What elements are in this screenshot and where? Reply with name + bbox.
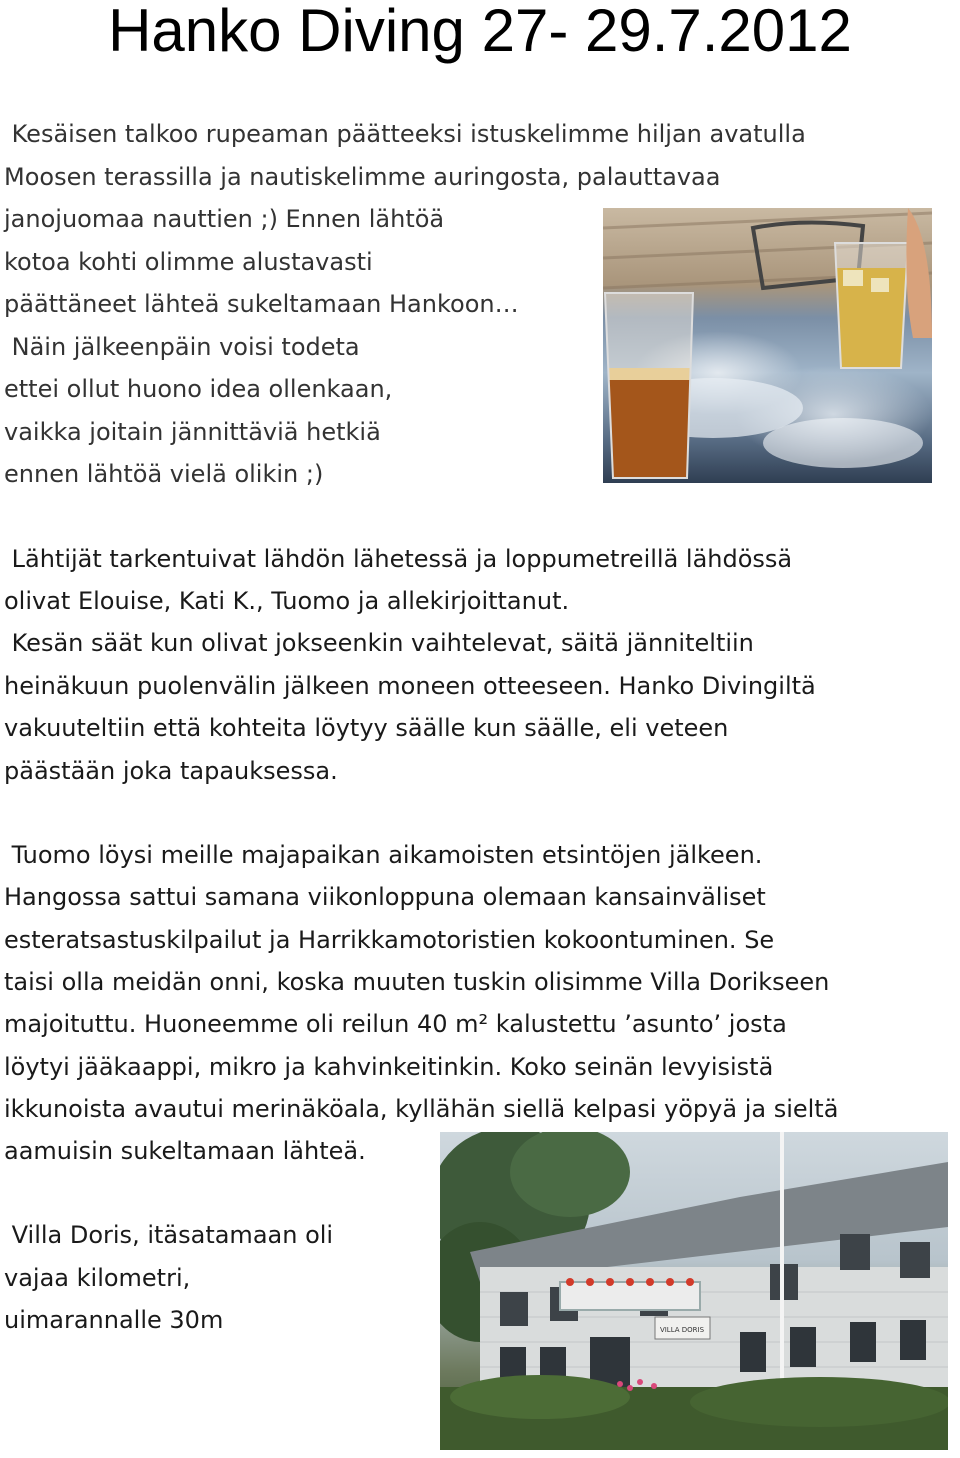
villa-sign-text: VILLA DORIS xyxy=(659,1326,705,1334)
page-title: Hanko Diving 27- 29.7.2012 xyxy=(108,0,852,64)
text-line: Moosen terassilla ja nautiskelimme auringosta, palauttavaa xyxy=(4,163,721,191)
text-line: Näin jälkeenpäin voisi todeta xyxy=(4,333,360,361)
text-line: ettei ollut huono idea ollenkaan, xyxy=(4,375,393,403)
drinks-photo xyxy=(603,208,932,483)
text-line: ennen lähtöä vielä olikin ;) xyxy=(4,460,324,488)
text-line: Kesän säät kun olivat jokseenkin vaihtelevat, säitä jänniteltiin xyxy=(4,629,754,657)
text-line: vakuuteltiin että kohteita löytyy säälle kun säälle, eli veteen xyxy=(4,714,729,742)
text-line: ikkunoista avautui merinäköala, kyllähän siellä kelpasi yöpyä ja sieltä xyxy=(4,1095,839,1123)
text-line: majoituttu. Huoneemme oli reilun 40 m² kalustettu ’asunto’ josta xyxy=(4,1010,787,1038)
text-line: Hangossa sattui samana viikonloppuna olemaan kansainväliset xyxy=(4,883,766,911)
text-line: löytyi jääkaappi, mikro ja kahvinkeitinkin. Koko seinän levyisistä xyxy=(4,1053,774,1081)
text-line: esteratsastuskilpailut ja Harrikkamotoristien kokoontuminen. Se xyxy=(4,926,775,954)
text-line: Tuomo löysi meille majapaikan aikamoisten etsintöjen jälkeen. xyxy=(4,841,763,869)
text-line: aamuisin sukeltamaan lähteä. xyxy=(4,1137,366,1165)
text-line: taisi olla meidän onni, koska muuten tuskin olisimme Villa Dorikseen xyxy=(4,968,830,996)
text-line: vajaa kilometri, xyxy=(4,1264,191,1292)
villa-doris-photo xyxy=(440,1132,948,1450)
text-line: heinäkuun puolenvälin jälkeen moneen otteeseen. Hanko Divingiltä xyxy=(4,672,816,700)
text-line: Kesäisen talkoo rupeaman päätteeksi istuskelimme hiljan avatulla xyxy=(4,120,806,148)
text-line: vaikka joitain jännittäviä hetkiä xyxy=(4,418,381,446)
text-line: kotoa kohti olimme alustavasti xyxy=(4,248,373,276)
text-line: janojuomaa nauttien ;) Ennen lähtöä xyxy=(4,205,445,233)
text-line: uimarannalle 30m xyxy=(4,1306,224,1334)
text-line: päättäneet lähteä sukeltamaan Hankoon… xyxy=(4,290,519,318)
text-line: päästään joka tapauksessa. xyxy=(4,757,338,785)
villa-illustration xyxy=(440,1132,948,1450)
text-line: Lähtijät tarkentuivat lähdön lähetessä ja loppumetreillä lähdössä xyxy=(4,545,793,573)
text-line: Villa Doris, itäsatamaan oli xyxy=(4,1221,334,1249)
drinks-illustration xyxy=(603,208,932,483)
text-line: olivat Elouise, Kati K., Tuomo ja allekirjoittanut. xyxy=(4,587,570,615)
